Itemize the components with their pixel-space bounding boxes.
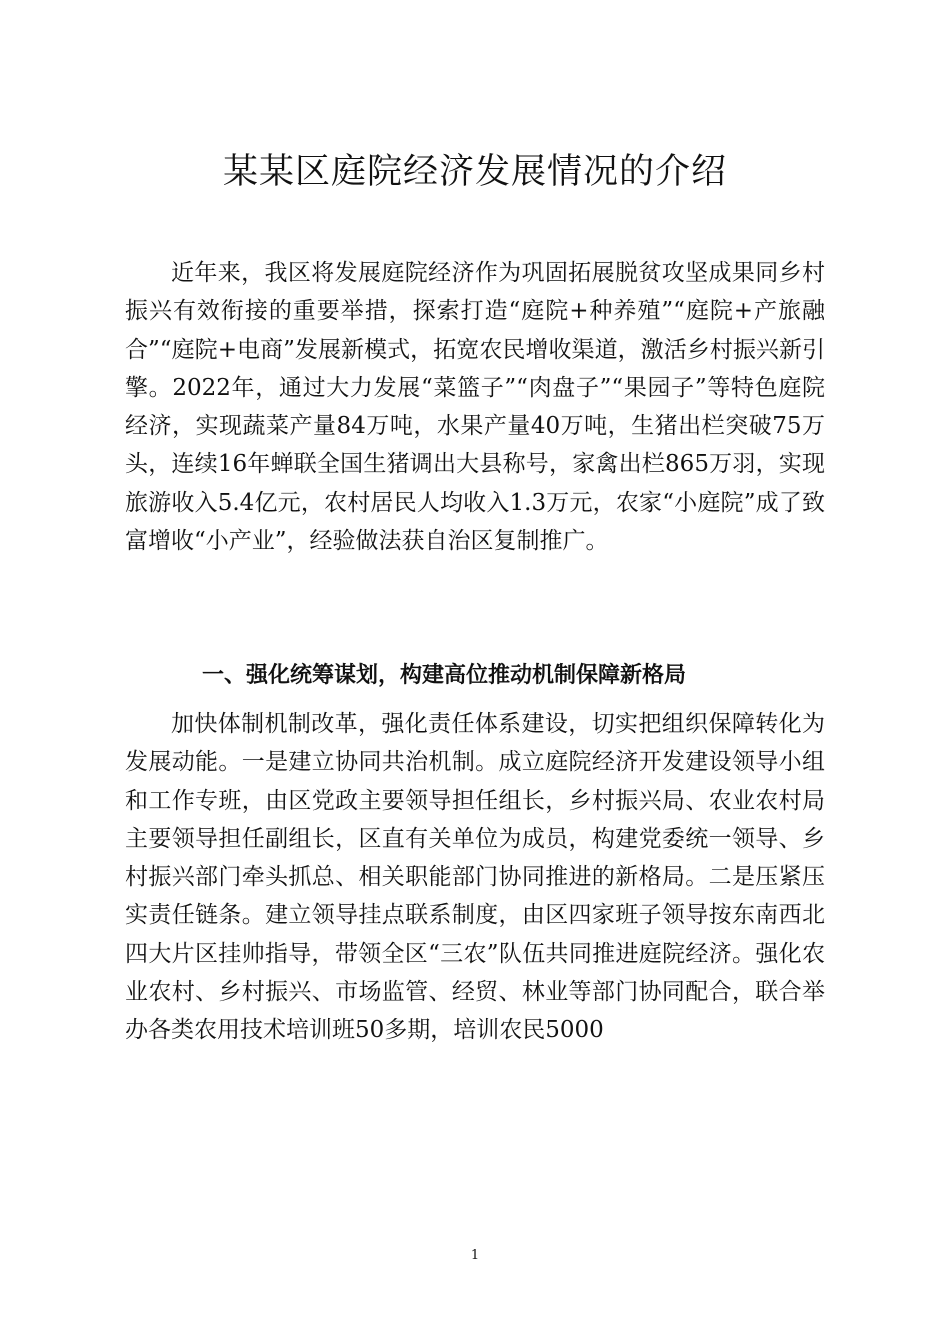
section-paragraph: 加快体制机制改革，强化责任体系建设，切实把组织保障转化为发展动能。一是建立协同共治机制。成立庭院经济开发建设领导小组和工作专班，由区党政主要领导担任组长，乡村振兴局、农业农村局主要领导担任副组长，区直有关单位为成员，构建党委统一领导、乡村振兴部门牵头抓总、相关职能部门协同推进的新格局。二是压紧压实责任链条。建立领导挂点联系制度，由区四家班子领导按东南西北四大片区挂帅指导，带领全区“三农”队伍共同推进庭院经济。强化农业农村、乡村振兴、市场监管、经贸、林业等部门协同配合，联合举办各类农用技术培训班50多期，培训农民5000 xyxy=(125,711,825,1044)
intro-paragraph: 近年来，我区将发展庭院经济作为巩固拓展脱贫攻坚成果同乡村振兴有效衔接的重要举措，探索打造“庭院+种养殖”“庭院+产旅融合”“庭院+电商”发展新模式，拓宽农民增收渠道，激活乡村振兴新引擎。2022年，通过大力发展“菜篮子”“肉盘子”“果园子”等特色庭院经济，实现蔬菜产量84万吨，水果产量40万吨，生猪出栏突破75万头，连续16年蝉联全国生猪调出大县称号，家禽出栏865万羽，实现旅游收入5.4亿元，农村居民人均收入1.3万元，农家“小庭院”成了致富增收“小产业”，经验做法获自治区复制推广。 xyxy=(125,260,825,555)
document-title: 某某区庭院经济发展情况的介绍 xyxy=(222,152,727,192)
section-heading: 一、强化统筹谋划，构建高位推动机制保障新格局 xyxy=(202,663,687,688)
page-number: 1 xyxy=(470,1248,480,1263)
